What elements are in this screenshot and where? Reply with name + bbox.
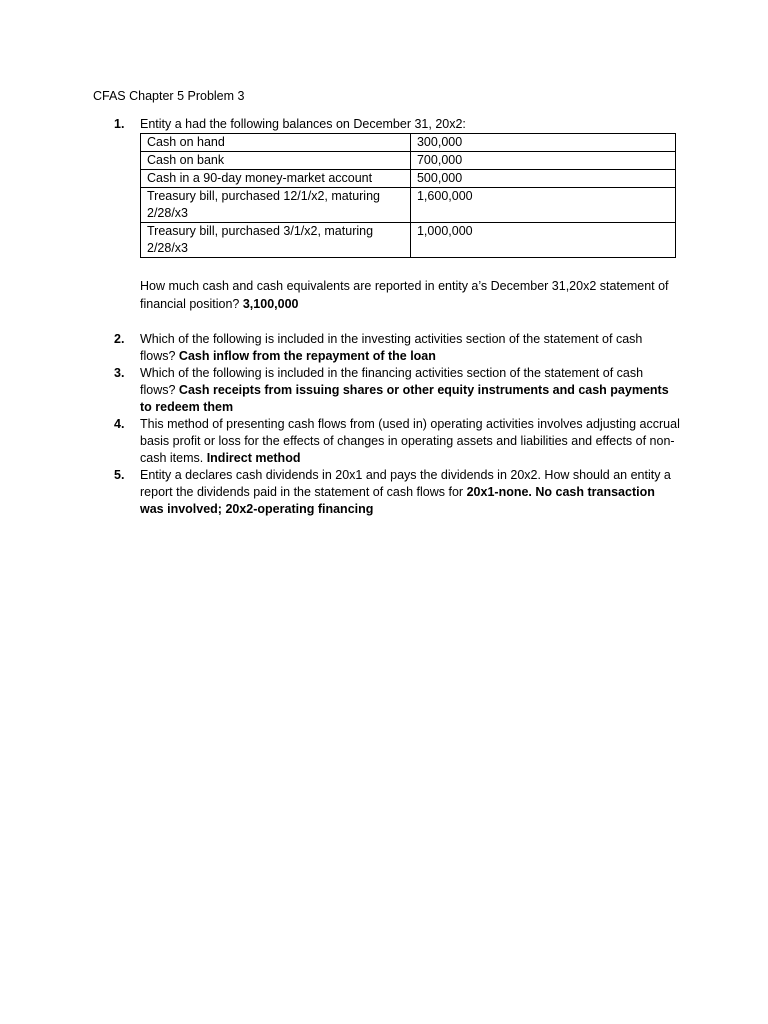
table-row (141, 188, 676, 223)
table-row (141, 152, 676, 170)
balances-table (140, 133, 676, 258)
question-number: 4. (114, 417, 125, 431)
question-text: Which of the following is included in the financing activities section of the statement of cash flows? (140, 366, 644, 397)
question-number: 2. (114, 332, 125, 346)
table-row (141, 134, 676, 152)
balance-label: Treasury bill, purchased 3/1/x2, maturing 2/28/x3 (141, 223, 411, 258)
question-answer: Indirect method (206, 451, 301, 465)
question-text: How much cash and cash equivalents are reported in entity a’s December 31,20x2 statement of financial position? (140, 279, 669, 311)
balance-label: Cash on bank (141, 152, 411, 170)
balance-label: Cash on hand (141, 134, 411, 152)
question-answer: Cash receipts from issuing shares or other equity instruments and cash payments to redeem them (140, 383, 669, 414)
balance-amount: 500,000 (410, 170, 675, 188)
question-answer: 20x1-none. No cash transaction was involved; 20x2-operating financing (140, 485, 655, 516)
balance-label: Cash in a 90-day money-market account (141, 170, 411, 188)
question-1-intro: Entity a had the following balances on December 31, 20x2: (140, 117, 466, 131)
document-title: CFAS Chapter 5 Problem 3 (93, 89, 245, 103)
question-5 (114, 467, 680, 518)
question-list (114, 116, 680, 518)
question-4 (114, 416, 680, 467)
question-number: 1. (114, 117, 125, 131)
balance-amount: 300,000 (410, 134, 675, 152)
question-2 (114, 331, 680, 365)
question-answer: Cash inflow from the repayment of the loan (178, 349, 436, 363)
balance-label: Treasury bill, purchased 12/1/x2, maturing 2/28/x3 (141, 188, 411, 223)
question-text: Which of the following is included in the investing activities section of the statement of cash flows? (140, 332, 643, 363)
question-3 (114, 365, 680, 416)
question-1 (114, 116, 680, 313)
table-row (141, 170, 676, 188)
balance-amount: 1,000,000 (410, 223, 675, 258)
question-1-prompt (140, 277, 680, 313)
question-text: This method of presenting cash flows from (used in) operating activities involves adjusting accrual basis profit or loss for the effects of changes in operating assets and liabilities and effects of non-cash items. (140, 417, 680, 465)
question-number: 5. (114, 468, 125, 482)
balance-amount: 1,600,000 (410, 188, 675, 223)
question-answer: 3,100,000 (242, 297, 299, 311)
table-row (141, 223, 676, 258)
balance-amount: 700,000 (410, 152, 675, 170)
question-number: 3. (114, 366, 125, 380)
question-text: Entity a declares cash dividends in 20x1 and pays the dividends in 20x2. How should an entity a report the dividends paid in the statement of cash flows for (140, 468, 671, 499)
